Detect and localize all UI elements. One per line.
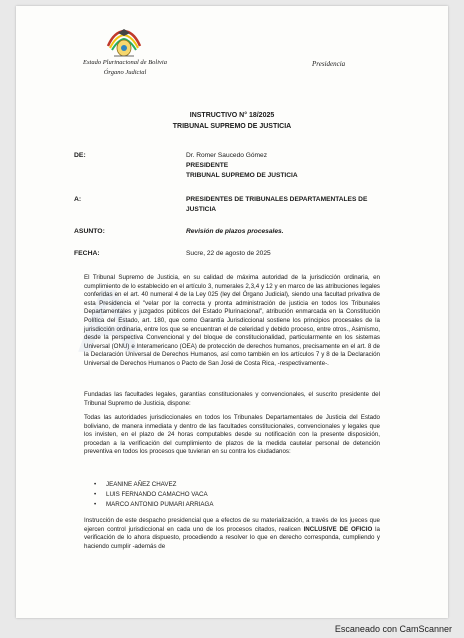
watermark: A: [76, 272, 143, 372]
coat-of-arms-icon: [104, 28, 144, 62]
issuer-line-1: Estado Plurinacional de Bolivia: [83, 59, 167, 66]
de-label: DE:: [74, 152, 86, 159]
list-item: • LUIS FERNANDO CAMACHO VACA: [106, 490, 214, 500]
fecha-value: Sucre, 22 de agosto de 2025: [186, 250, 271, 257]
presidency-header: Presidencia: [312, 60, 346, 68]
asunto-value: Revisión de plazos procesales.: [186, 228, 284, 235]
issuer-line-2: Órgano Judicial: [103, 69, 147, 76]
document-title: INSTRUCTIVO N° 18/2025: [189, 112, 275, 119]
sender-name: Dr. Romer Saucedo Gómez: [186, 152, 267, 159]
fecha-label: FECHA:: [74, 250, 100, 257]
list-item: • JEANINE AÑEZ CHAVEZ: [106, 480, 214, 490]
sender-institution: TRIBUNAL SUPREMO DE JUSTICIA: [186, 172, 298, 179]
document-page: [16, 6, 448, 618]
a-label: A:: [74, 196, 82, 203]
names-list: [106, 480, 214, 510]
de-value: [186, 151, 298, 181]
paragraph-2: Fundadas las facultades legales, garantías constitucionales y convencionales, el suscrito presidente del Tribunal Supremo de Justicia, dispone:: [84, 391, 380, 407]
paragraph-3: Todas las autoridades jurisdiccionales en todos los Tribunales Departamentales de Justicia del Estado boliviano, de manera inmediata y dentro de las facultades constitucionales, convencionales y legales que los invisten, en el plazo de 24 horas computables desde su notificación con la presente disposición, procedan a la verificación del cumplimiento de plazos de la medida cautelar personal de detención preventiva en todos los procesos que tuvieran en su contra los ciudadanos:: [84, 414, 380, 456]
a-value: PRESIDENTES DE TRIBUNALES DEPARTAMENTALES DE JUSTICIA: [186, 196, 368, 213]
issuer-header: [70, 58, 180, 78]
paragraph-4: Instrucción de este despacho presidencial que a efectos de su materialización, a través de los jueces que ejercen control jurisdiccional en cada uno de los procesos citados, realicen INCLUSIVE DE OFICIO la verificación de lo ahora dispuesto, procediendo a resolver lo que en derecho corresponda, cumpliendo y haciendo cumplir -además de: [84, 517, 380, 550]
asunto-label: ASUNTO:: [74, 228, 105, 235]
paragraph-1: El Tribunal Supremo de Justicia, en su calidad de máxima autoridad de la jurisdicción ordinaria, en cumplimiento de lo establecido en el artículo 3, numerales 2,3,4 y 12 y en marco de las atribuciones legales conferidas en el art. 40 numeral 4 de la Ley 025 (ley del Órgano Judicial), siendo una facultad privativa de esta Presidencia el "velar por la correcta y pronta administración de justicia en todos los Tribunales Departamentales y juzgados públicos del Estado Plurinacional", atribución enmarcada en la Constitución Política del Estado, art. 180, que como Garantía Jurisdiccional sostiene los principios procesales de la jurisdicción ordinaria, entre los que se encuentran el de celeridad y debido proceso, entre otros., Asimismo, desde la perspectiva Convencional y del bloque de constitucionalidad, particularmente en los sistemas Universal (ONU) e Interamericano (OEA) de protección de derechos humanos, precisamente en el art. 8 de la Declaración Universal de Derechos Humanos, así como también en los artículos 7 y 8 de la Declaración Universal de Derechos Humanos o Pacto de San José de Costa Rica, -respectivamente-.: [84, 274, 380, 367]
scanner-credit: Escaneado con CamScanner: [334, 624, 452, 634]
list-item: • MARCO ANTONIO PUMARI ARRIAGA: [106, 500, 214, 510]
sender-role: PRESIDENTE: [186, 162, 229, 169]
document-subtitle: TRIBUNAL SUPREMO DE JUSTICIA: [172, 123, 292, 130]
